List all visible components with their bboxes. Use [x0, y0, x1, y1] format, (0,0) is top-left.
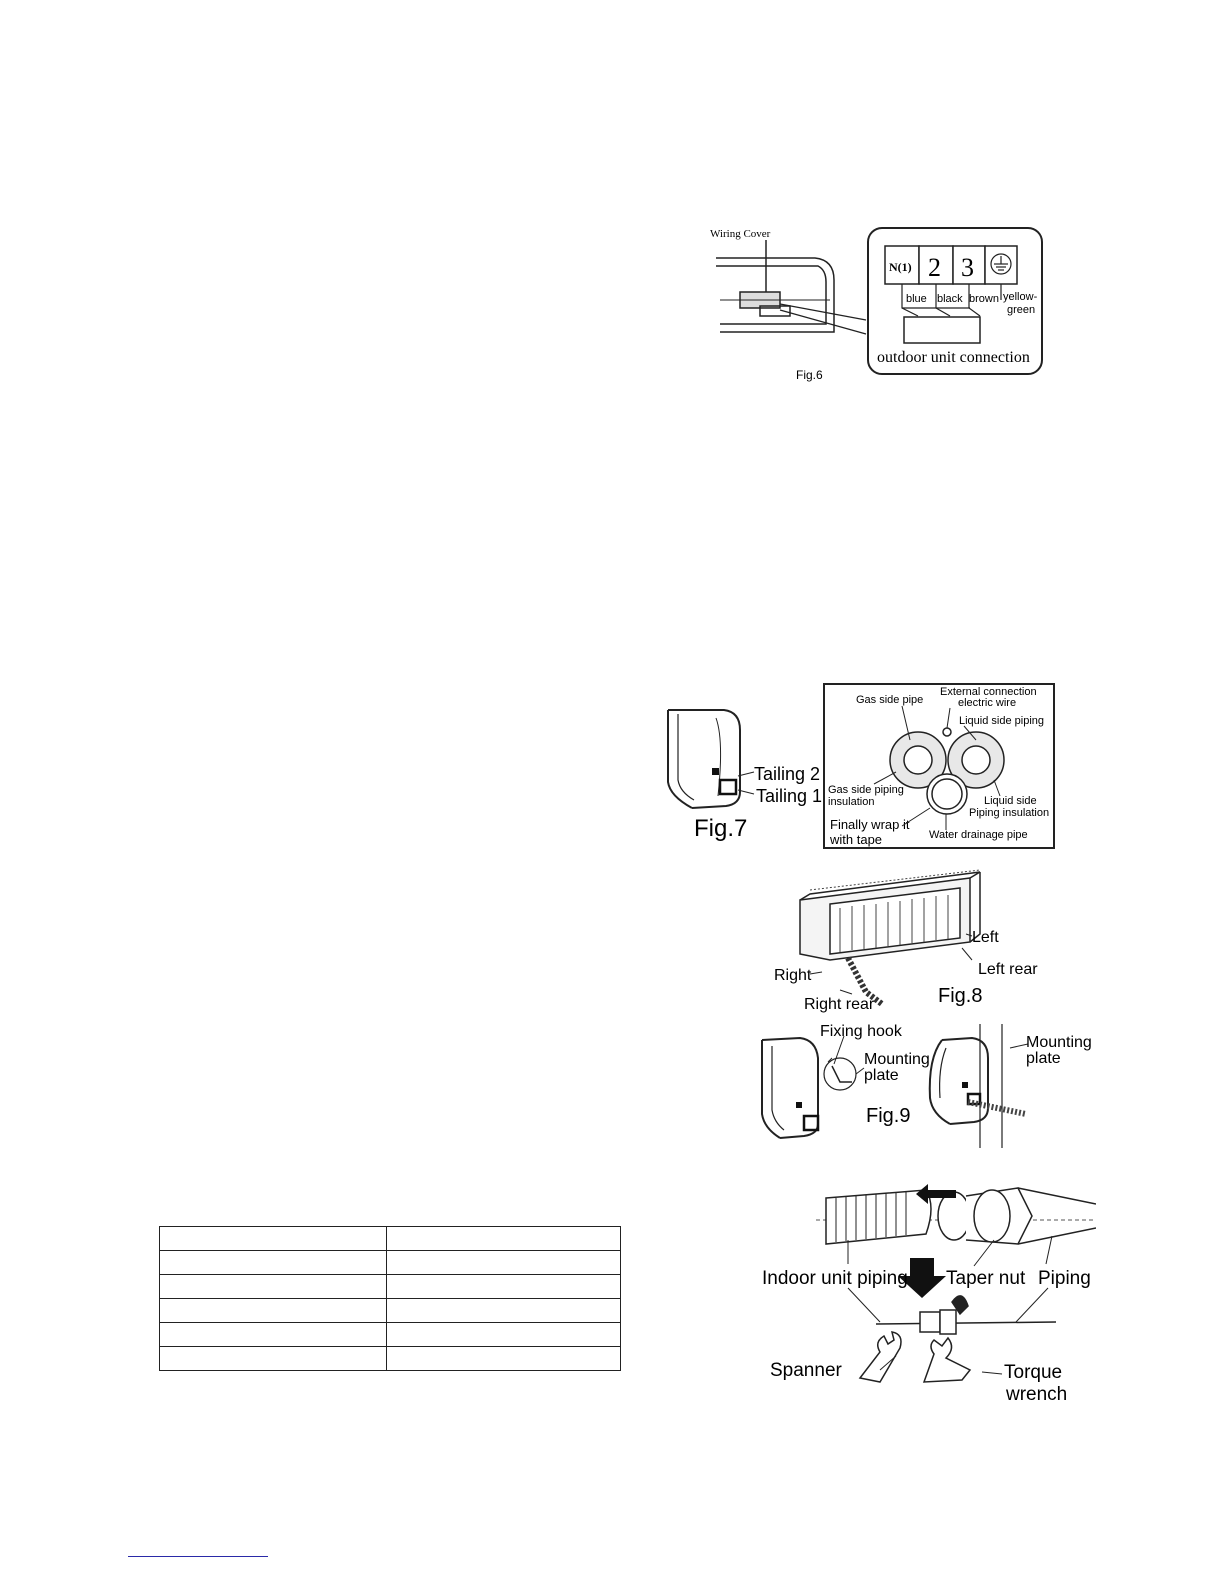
- figure-9-mounting: [756, 1018, 1096, 1150]
- footer-link-underline[interactable]: [128, 1556, 268, 1557]
- table-cell: [387, 1299, 621, 1323]
- mounting-plate-wall-label-2: plate: [1026, 1050, 1061, 1067]
- figure-7-piping: [664, 680, 1064, 852]
- gas-side-pipe-label: Gas side pipe: [856, 694, 924, 706]
- fig8-caption: Fig.8: [938, 985, 983, 1007]
- spanner-label: Spanner: [770, 1360, 842, 1381]
- external-wire-label-2: electric wire: [958, 697, 1017, 709]
- wire-yellow: yellow-: [1003, 291, 1038, 303]
- terminal-2: 2: [928, 253, 941, 282]
- dir-left: Left: [972, 929, 999, 946]
- table-cell: [160, 1347, 387, 1371]
- table-cell: [160, 1227, 387, 1251]
- mounting-plate-wall-label-1: Mounting: [1026, 1034, 1092, 1051]
- table-cell: [160, 1275, 387, 1299]
- external-wire-label-1: External connection: [940, 686, 1037, 698]
- fig9-caption: Fig.9: [866, 1105, 911, 1127]
- dir-right: Right: [774, 967, 812, 984]
- table-cell: [160, 1323, 387, 1347]
- torque-wrench-label-1: Torque: [1004, 1362, 1063, 1383]
- table-cell: [160, 1251, 387, 1275]
- wire-black: black: [937, 293, 963, 305]
- fixing-hook-label: Fixing hook: [820, 1023, 902, 1040]
- figure-8-pipe-directions: [770, 864, 1050, 1016]
- terminal-3: 3: [961, 253, 974, 282]
- tailing-2-label: Tailing 2: [754, 764, 821, 784]
- mounting-plate-label-2: plate: [864, 1067, 899, 1084]
- wire-green: green: [1007, 304, 1036, 316]
- table-row: [160, 1347, 621, 1371]
- wire-brown: brown: [969, 293, 999, 305]
- torque-wrench-icon: [924, 1338, 970, 1382]
- table-cell: [387, 1227, 621, 1251]
- table-row: [160, 1323, 621, 1347]
- liquid-insulation-label-2: Piping insulation: [969, 807, 1050, 819]
- indoor-unit-rear-view: [800, 872, 980, 960]
- tailing-1-label: Tailing 1: [756, 786, 823, 806]
- taper-nut-label: Taper nut: [946, 1268, 1026, 1289]
- wire-blue: blue: [906, 293, 927, 305]
- table-cell: [160, 1299, 387, 1323]
- liquid-side-piping-label: Liquid side piping: [959, 715, 1045, 727]
- indoor-unit-side-drawing: [716, 258, 834, 332]
- gas-insulation-label-1: Gas side piping: [828, 784, 904, 796]
- gas-insulation-label-2: insulation: [828, 796, 875, 808]
- table-cell: [387, 1251, 621, 1275]
- outdoor-connection-label: outdoor unit connection: [877, 349, 1030, 366]
- indoor-piping-label: Indoor unit piping: [762, 1268, 908, 1289]
- table-row: [160, 1275, 621, 1299]
- table-row: [160, 1299, 621, 1323]
- dir-left-rear: Left rear: [978, 961, 1038, 978]
- table-row: [160, 1227, 621, 1251]
- nut-joint: [876, 1296, 1056, 1334]
- wrap-tape-label-2: with tape: [830, 832, 883, 847]
- table-cell: [387, 1275, 621, 1299]
- fig6-caption: Fig.6: [796, 368, 823, 382]
- unit-on-hook-view: [762, 1038, 818, 1138]
- mounting-plate-label-1: Mounting: [864, 1051, 930, 1068]
- table-cell: [387, 1323, 621, 1347]
- figure-6-wiring: [700, 220, 1050, 385]
- table-row: [160, 1251, 621, 1275]
- torque-table: [159, 1226, 621, 1371]
- wall-pipe: [968, 1102, 1026, 1114]
- wiring-cover-label: Wiring Cover: [710, 228, 771, 240]
- table-cell: [387, 1347, 621, 1371]
- dir-right-rear: Right rear: [804, 996, 875, 1013]
- drainage-pipe-label: Water drainage pipe: [929, 829, 1028, 841]
- wrap-tape-label-1: Finally wrap it: [830, 817, 910, 832]
- fig7-caption: Fig.7: [694, 815, 748, 842]
- terminal-n1: N(1): [889, 260, 912, 274]
- figure-10-pipe-connection: [756, 1176, 1096, 1406]
- flared-pipe: [826, 1188, 1096, 1244]
- liquid-insulation-label-1: Liquid side: [984, 795, 1037, 807]
- piping-label: Piping: [1038, 1268, 1091, 1289]
- torque-wrench-label-2: wrench: [1006, 1384, 1068, 1405]
